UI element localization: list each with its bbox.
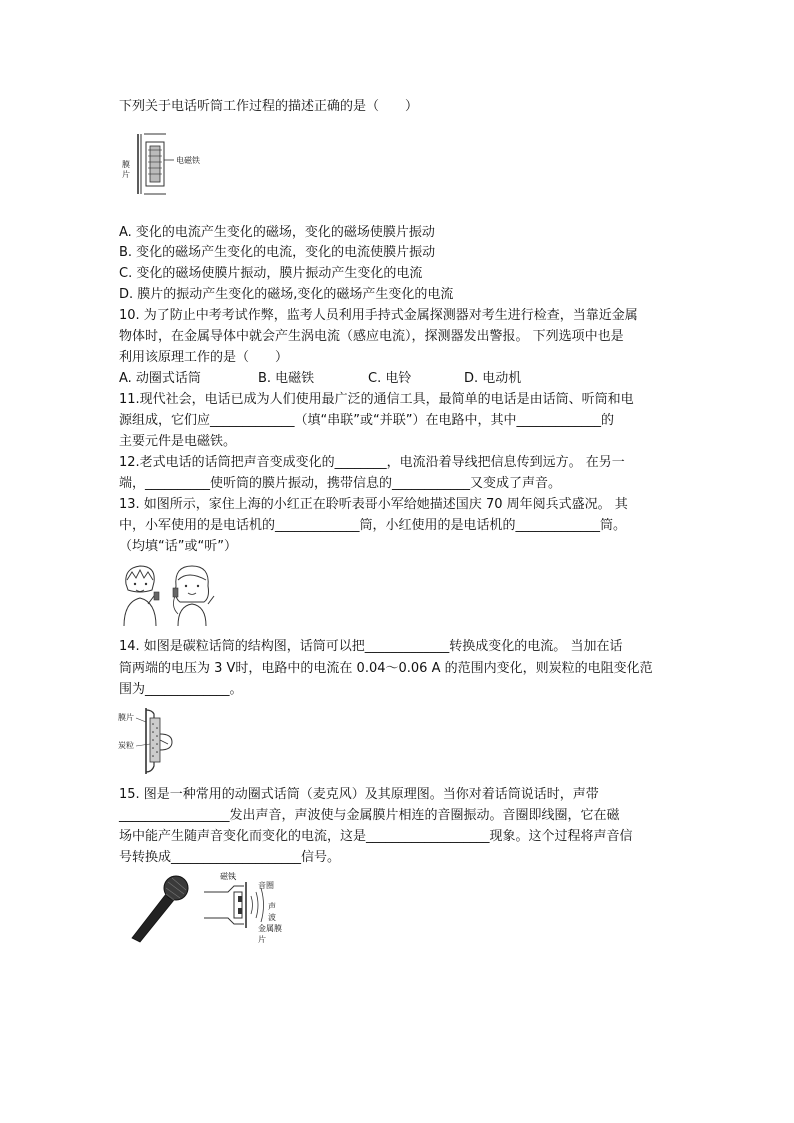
intro-option-b: B. 变化的磁场产生变化的电流，变化的电流使膜片振动 bbox=[119, 245, 436, 260]
intro-option-d: D. 膜片的振动产生变化的磁场,变化的磁场产生变化的电流 bbox=[119, 287, 454, 302]
q11-line-2: 源组成，它们应_____________（填“串联”或“并联”）在电路中，其中_____________的 bbox=[119, 413, 614, 428]
intro-option-c: C. 变化的磁场使膜片振动，膜片振动产生变化的电流 bbox=[119, 266, 423, 281]
sound-wave-label: 声波 bbox=[268, 902, 276, 922]
q12-line-2: 端，__________使听筒的膜片振动，携带信息的____________又变成了声音。 bbox=[119, 476, 562, 491]
question-intro-stem: 下列关于电话听筒工作过程的描述正确的是（ ） bbox=[119, 99, 419, 114]
carbon-microphone-diagram bbox=[118, 704, 178, 778]
q13-line-2: 中，小军使用的是电话机的_____________筒，小红使用的是电话机的_____________筒。 bbox=[119, 518, 627, 533]
q14-line-2: 筒两端的电压为 3 V时，电路中的电流在 0.04～0.06 A 的范围内变化，则炭粒的电阻变化范 bbox=[119, 661, 653, 676]
intro-option-a: A. 变化的电流产生变化的磁场，变化的磁场使膜片振动 bbox=[119, 225, 435, 240]
q10-option-b: B. 电磁铁 bbox=[258, 371, 315, 386]
microphone-image bbox=[118, 872, 192, 944]
phone-call-illustration bbox=[118, 560, 220, 628]
q10-option-c: C. 电铃 bbox=[368, 371, 412, 386]
q13-line-1: 13. 如图所示，家住上海的小红正在聆听表哥小军给她描述国庆 70 周年阅兵式盛况。 其 bbox=[119, 497, 628, 512]
q10-line-2: 物体时，在金属导体中就会产生涡电流（感应电流），探测器发出警报。 下列选项中也是 bbox=[119, 329, 624, 344]
q10-options bbox=[119, 369, 521, 389]
q11-line-3: 主要元件是电磁铁。 bbox=[119, 434, 237, 449]
receiver-diagram bbox=[118, 128, 208, 200]
q14-line-1: 14. 如图是碳粒话筒的结构图，话筒可以把_____________转换成变化的电流。 当加在话 bbox=[119, 639, 623, 654]
q10-option-d: D. 电动机 bbox=[464, 371, 522, 386]
q14-line-3: 围为_____________。 bbox=[119, 682, 243, 697]
electromagnet-label: 电磁铁 bbox=[176, 156, 200, 165]
diaphragm-label-1: 膜 bbox=[122, 160, 130, 169]
coil-label: 音圈 bbox=[258, 881, 274, 890]
carbon-granules-label: 炭粒 bbox=[118, 741, 134, 750]
q12-line-1: 12.老式电话的话筒把声音变成变化的________，电流沿着导线把信息传到远方。 在另一 bbox=[119, 455, 625, 470]
q10-line-1: 10. 为了防止中考考试作弊，监考人员利用手持式金属探测器对考生进行检查，当靠近金属 bbox=[119, 308, 638, 323]
q15-line-2: _________________发出声音，声波使与金属膜片相连的音圈振动。音圈即线圈，它在磁 bbox=[119, 808, 620, 823]
dynamic-microphone-diagram bbox=[202, 872, 282, 944]
metal-diaphragm-label: 金属膜片 bbox=[258, 924, 282, 944]
diaphragm-label: 膜片 bbox=[118, 713, 134, 722]
magnet-label: 磁铁 bbox=[220, 872, 236, 881]
q15-line-3: 场中能产生随声音变化而变化的电流，这是___________________现象。这个过程将声音信 bbox=[119, 829, 633, 844]
q11-line-1: 11.现代社会，电话已成为人们使用最广泛的通信工具，最简单的电话是由话筒、听筒和电 bbox=[119, 392, 634, 407]
q15-line-1: 15. 图是一种常用的动圈式话筒（麦克风）及其原理图。当你对着话筒说话时，声带 bbox=[119, 787, 599, 802]
q15-line-4: 号转换成____________________信号。 bbox=[119, 850, 341, 865]
diaphragm-label-2: 片 bbox=[122, 170, 130, 179]
q10-line-3: 利用该原理工作的是（ ） bbox=[119, 350, 289, 365]
q13-line-3: （均填“话”或“听”） bbox=[119, 539, 237, 554]
q10-option-a: A. 动圈式话筒 bbox=[119, 371, 201, 386]
